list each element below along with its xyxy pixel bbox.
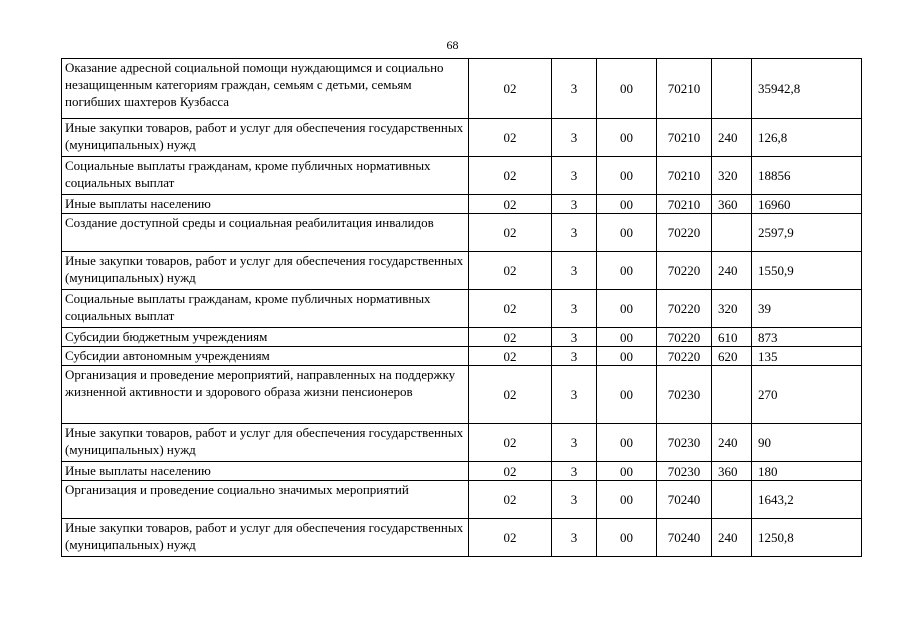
expense-type-code: 360 [712, 195, 752, 214]
ministry-code: 02 [469, 119, 552, 157]
subsection-code: 00 [597, 59, 657, 119]
row-name: Иные закупки товаров, работ и услуг для обеспечения государственных (муниципальных) нужд [62, 519, 469, 557]
ministry-code: 02 [469, 424, 552, 462]
subsection-code: 00 [597, 462, 657, 481]
amount: 270 [752, 366, 862, 424]
subsection-code: 00 [597, 328, 657, 347]
subsection-code: 00 [597, 214, 657, 252]
expense-type-code: 240 [712, 252, 752, 290]
subsection-code: 00 [597, 195, 657, 214]
section-code: 3 [552, 157, 597, 195]
target-code: 70230 [657, 424, 712, 462]
ministry-code: 02 [469, 252, 552, 290]
table-row [62, 290, 862, 328]
amount: 1643,2 [752, 481, 862, 519]
table-row [62, 214, 862, 252]
target-code: 70220 [657, 290, 712, 328]
row-name: Иные закупки товаров, работ и услуг для обеспечения государственных (муниципальных) нужд [62, 424, 469, 462]
row-name: Оказание адресной социальной помощи нуждающимся и социально незащищенным категориям граждан, семьям с детьми, семьям погибших шахтеров Кузбасса [62, 59, 469, 119]
subsection-code: 00 [597, 481, 657, 519]
target-code: 70220 [657, 214, 712, 252]
expense-type-code [712, 59, 752, 119]
row-name: Социальные выплаты гражданам, кроме публичных нормативных социальных выплат [62, 157, 469, 195]
expense-type-code [712, 214, 752, 252]
expense-type-code: 610 [712, 328, 752, 347]
amount: 16960 [752, 195, 862, 214]
amount: 18856 [752, 157, 862, 195]
section-code: 3 [552, 366, 597, 424]
subsection-code: 00 [597, 157, 657, 195]
ministry-code: 02 [469, 462, 552, 481]
expense-type-code: 240 [712, 519, 752, 557]
row-name: Иные выплаты населению [62, 462, 469, 481]
expense-type-code: 620 [712, 347, 752, 366]
amount: 90 [752, 424, 862, 462]
table-row [62, 424, 862, 462]
row-name: Субсидии автономным учреждениям [62, 347, 469, 366]
row-name: Иные выплаты населению [62, 195, 469, 214]
ministry-code: 02 [469, 481, 552, 519]
target-code: 70230 [657, 462, 712, 481]
subsection-code: 00 [597, 252, 657, 290]
table-row [62, 157, 862, 195]
ministry-code: 02 [469, 366, 552, 424]
ministry-code: 02 [469, 328, 552, 347]
expense-type-code: 240 [712, 119, 752, 157]
section-code: 3 [552, 519, 597, 557]
amount: 39 [752, 290, 862, 328]
ministry-code: 02 [469, 195, 552, 214]
table-row [62, 252, 862, 290]
section-code: 3 [552, 424, 597, 462]
table-row [62, 366, 862, 424]
table-row [62, 119, 862, 157]
table-row [62, 347, 862, 366]
expense-type-code: 320 [712, 157, 752, 195]
target-code: 70210 [657, 119, 712, 157]
target-code: 70220 [657, 328, 712, 347]
section-code: 3 [552, 290, 597, 328]
ministry-code: 02 [469, 347, 552, 366]
table-row [62, 519, 862, 557]
expense-type-code [712, 481, 752, 519]
amount: 2597,9 [752, 214, 862, 252]
subsection-code: 00 [597, 119, 657, 157]
section-code: 3 [552, 252, 597, 290]
table-row [62, 195, 862, 214]
expense-type-code [712, 366, 752, 424]
subsection-code: 00 [597, 424, 657, 462]
section-code: 3 [552, 214, 597, 252]
expense-type-code: 360 [712, 462, 752, 481]
section-code: 3 [552, 119, 597, 157]
section-code: 3 [552, 462, 597, 481]
amount: 1550,9 [752, 252, 862, 290]
target-code: 70220 [657, 347, 712, 366]
subsection-code: 00 [597, 347, 657, 366]
row-name: Организация и проведение мероприятий, направленных на поддержку жизненной активности и здорового образа жизни пенсионеров [62, 366, 469, 424]
table-row [62, 59, 862, 119]
subsection-code: 00 [597, 366, 657, 424]
section-code: 3 [552, 328, 597, 347]
ministry-code: 02 [469, 214, 552, 252]
section-code: 3 [552, 347, 597, 366]
target-code: 70240 [657, 519, 712, 557]
budget-table [61, 58, 862, 557]
target-code: 70210 [657, 59, 712, 119]
page-number: 68 [446, 38, 459, 52]
row-name: Субсидии бюджетным учреждениям [62, 328, 469, 347]
row-name: Создание доступной среды и социальная реабилитация инвалидов [62, 214, 469, 252]
ministry-code: 02 [469, 157, 552, 195]
subsection-code: 00 [597, 290, 657, 328]
row-name: Организация и проведение социально значимых мероприятий [62, 481, 469, 519]
amount: 873 [752, 328, 862, 347]
section-code: 3 [552, 195, 597, 214]
target-code: 70240 [657, 481, 712, 519]
amount: 1250,8 [752, 519, 862, 557]
row-name: Иные закупки товаров, работ и услуг для обеспечения государственных (муниципальных) нужд [62, 119, 469, 157]
subsection-code: 00 [597, 519, 657, 557]
table-row [62, 328, 862, 347]
table-row [62, 462, 862, 481]
expense-type-code: 240 [712, 424, 752, 462]
ministry-code: 02 [469, 59, 552, 119]
section-code: 3 [552, 59, 597, 119]
section-code: 3 [552, 481, 597, 519]
expense-type-code: 320 [712, 290, 752, 328]
target-code: 70210 [657, 195, 712, 214]
row-name: Иные закупки товаров, работ и услуг для обеспечения государственных (муниципальных) нужд [62, 252, 469, 290]
target-code: 70230 [657, 366, 712, 424]
target-code: 70220 [657, 252, 712, 290]
row-name: Социальные выплаты гражданам, кроме публичных нормативных социальных выплат [62, 290, 469, 328]
target-code: 70210 [657, 157, 712, 195]
ministry-code: 02 [469, 290, 552, 328]
amount: 35942,8 [752, 59, 862, 119]
ministry-code: 02 [469, 519, 552, 557]
amount: 180 [752, 462, 862, 481]
amount: 126,8 [752, 119, 862, 157]
table-row [62, 481, 862, 519]
amount: 135 [752, 347, 862, 366]
